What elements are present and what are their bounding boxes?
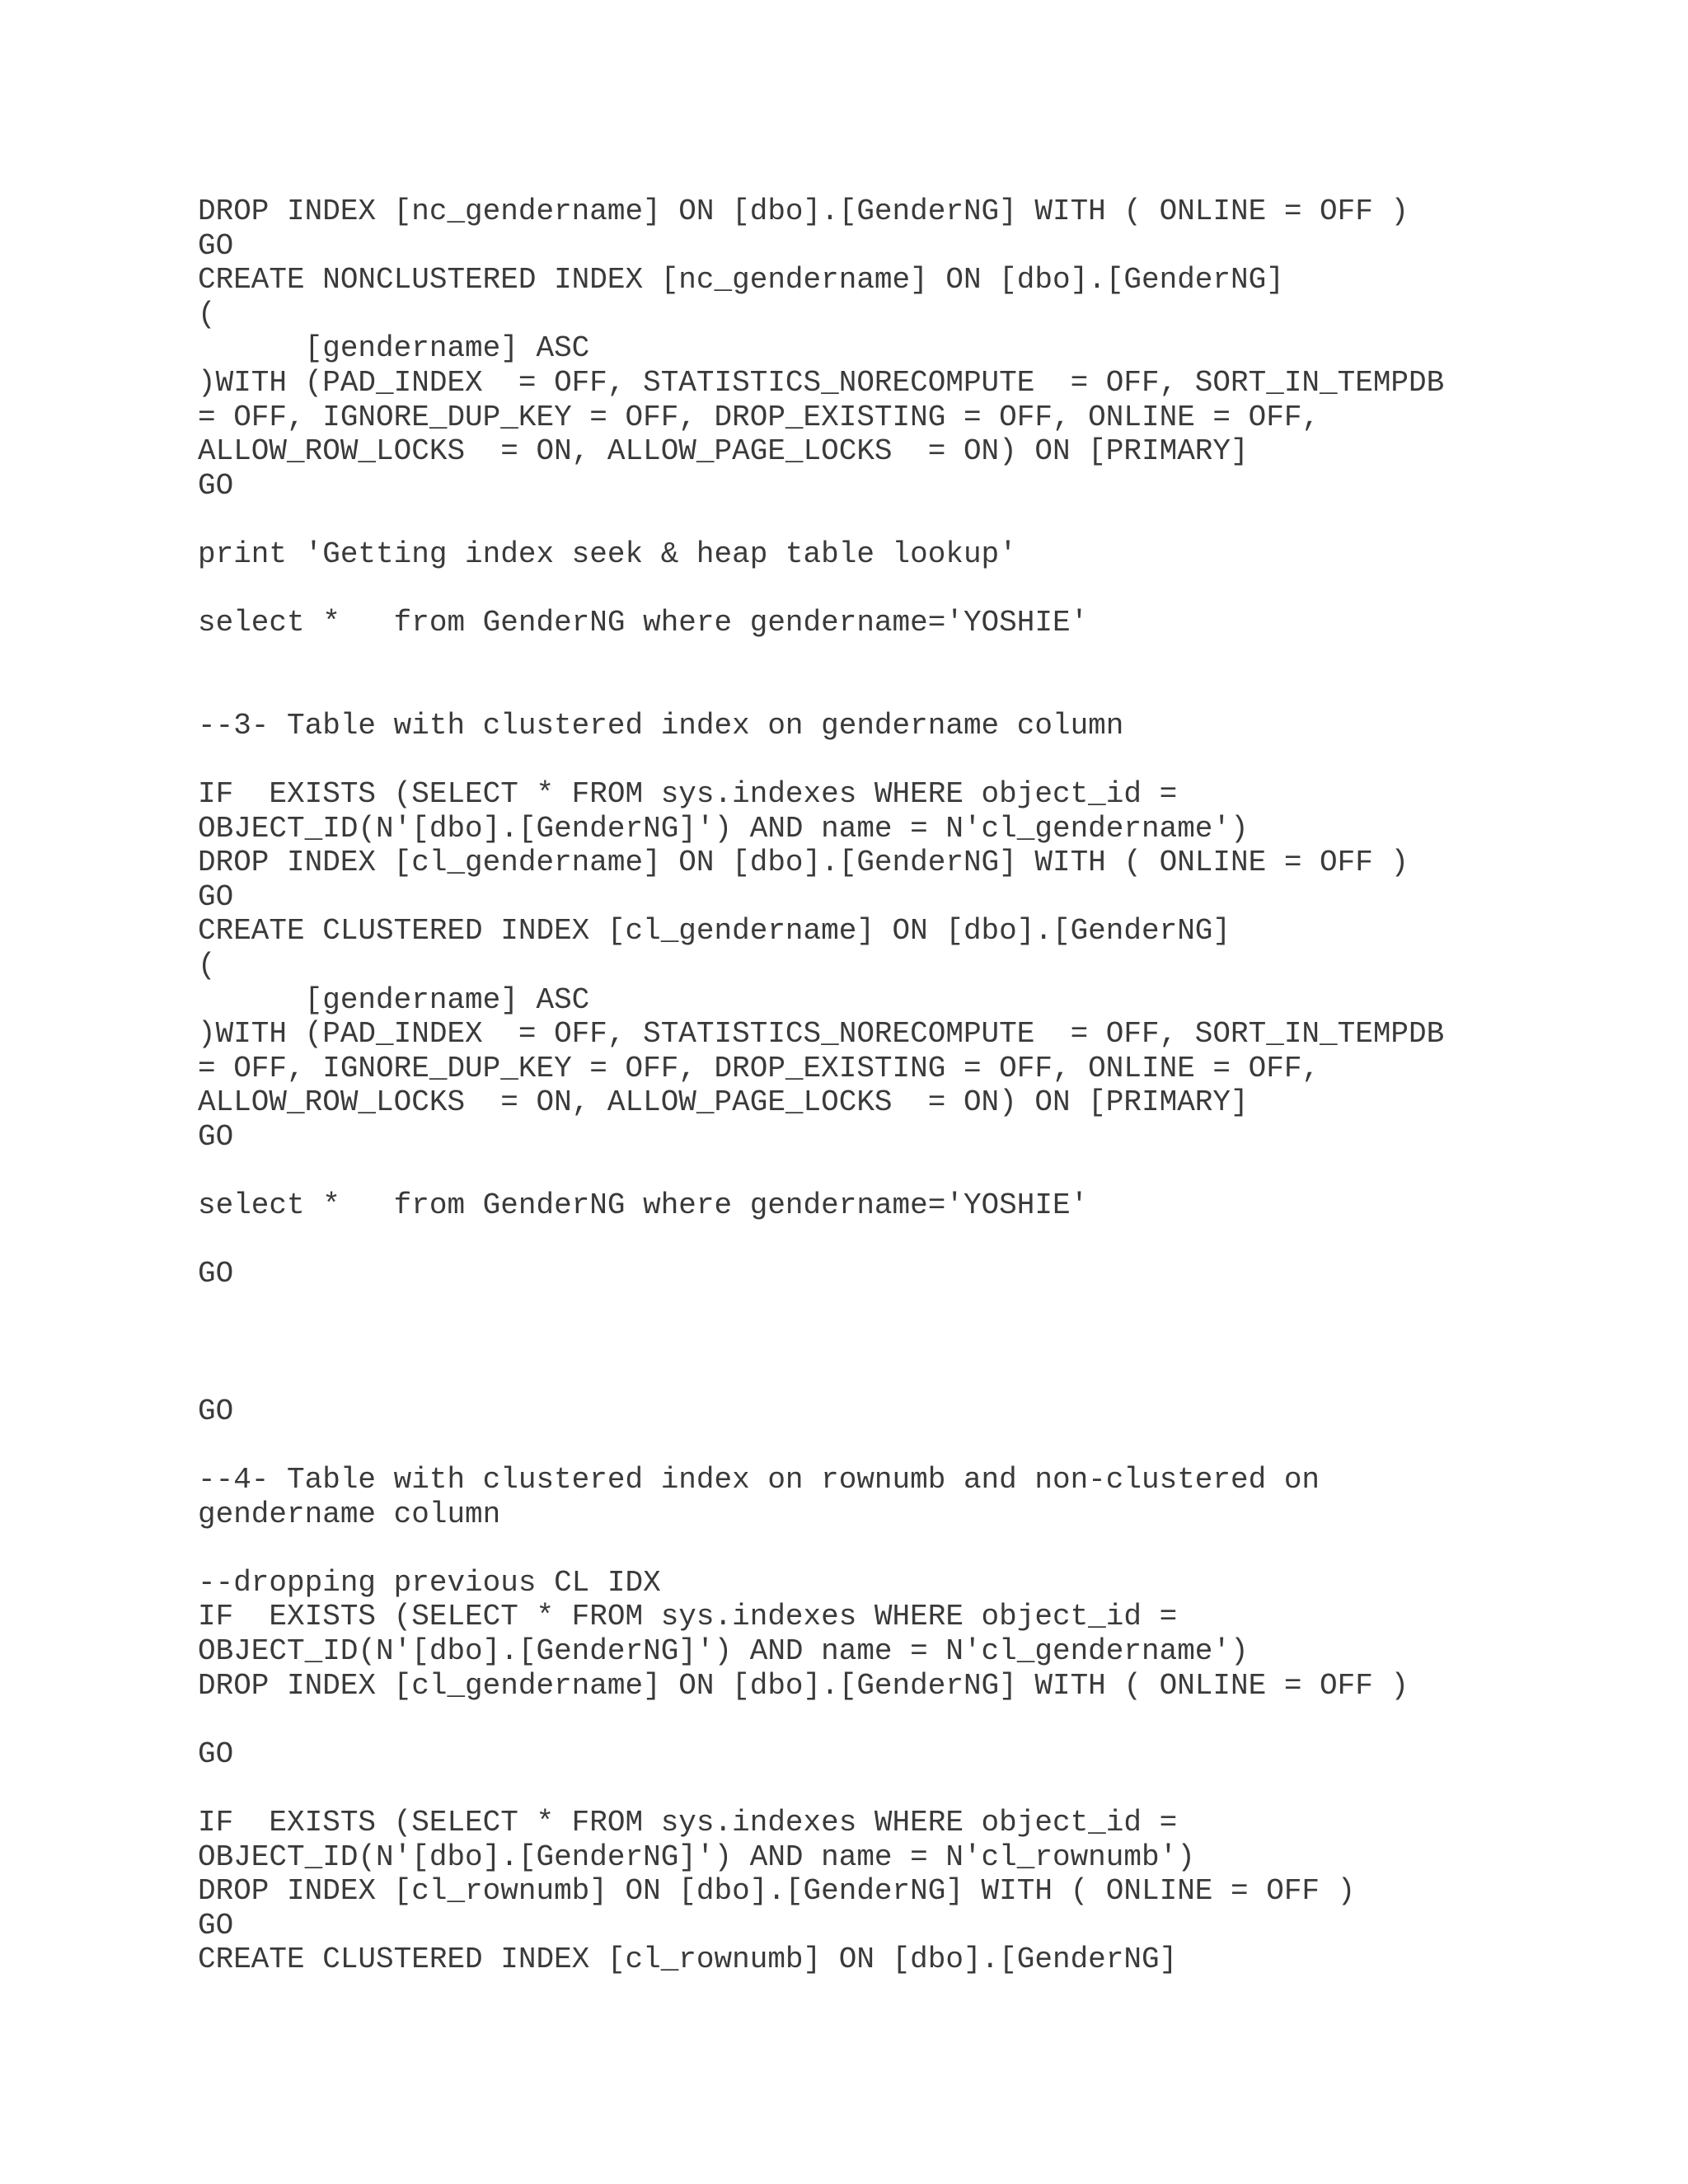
code-line: GO bbox=[198, 468, 234, 503]
code-line: )WITH (PAD_INDEX = OFF, STATISTICS_NORECOMPUTE = OFF, SORT_IN_TEMPDB bbox=[198, 365, 1445, 400]
code-line bbox=[198, 674, 1599, 709]
code-line: GO bbox=[198, 1394, 234, 1428]
code-line: DROP INDEX [cl_gendername] ON [dbo].[GenderNG] WITH ( ONLINE = OFF ) bbox=[198, 1668, 1409, 1703]
code-line: print 'Getting index seek & heap table lookup' bbox=[198, 537, 1017, 571]
code-line: )WITH (PAD_INDEX = OFF, STATISTICS_NORECOMPUTE = OFF, SORT_IN_TEMPDB bbox=[198, 1017, 1445, 1052]
code-line: --3- Table with clustered index on gendername column bbox=[198, 708, 1124, 743]
code-line bbox=[198, 1155, 1599, 1189]
code-line: OBJECT_ID(N'[dbo].[GenderNG]') AND name = N'cl_gendername') bbox=[198, 811, 1249, 846]
code-line: = OFF, IGNORE_DUP_KEY = OFF, DROP_EXISTING = OFF, ONLINE = OFF, bbox=[198, 1051, 1320, 1085]
code-line: OBJECT_ID(N'[dbo].[GenderNG]') AND name = N'cl_gendername') bbox=[198, 1633, 1249, 1668]
code-line: gendername column bbox=[198, 1497, 501, 1531]
code-line: GO bbox=[198, 879, 234, 914]
code-line bbox=[198, 1291, 1599, 1326]
code-line bbox=[198, 572, 1599, 607]
code-line: CREATE CLUSTERED INDEX [cl_rownumb] ON [dbo].[GenderNG] bbox=[198, 1943, 1178, 1977]
code-line: [gendername] ASC bbox=[198, 982, 590, 1017]
code-line bbox=[198, 743, 1599, 778]
code-line: GO bbox=[198, 1120, 234, 1155]
code-line bbox=[198, 1360, 1599, 1394]
code-line: GO bbox=[198, 1257, 234, 1291]
code-line bbox=[198, 640, 1599, 675]
code-line: --dropping previous CL IDX bbox=[198, 1565, 661, 1600]
code-line: ALLOW_ROW_LOCKS = ON, ALLOW_PAGE_LOCKS = ON) ON [PRIMARY] bbox=[198, 434, 1249, 469]
code-line: IF EXISTS (SELECT * FROM sys.indexes WHERE object_id = bbox=[198, 777, 1178, 812]
code-line: ALLOW_ROW_LOCKS = ON, ALLOW_PAGE_LOCKS = ON) ON [PRIMARY] bbox=[198, 1085, 1249, 1120]
code-line: select * from GenderNG where gendername='YOSHIE' bbox=[198, 606, 1089, 640]
code-line: GO bbox=[198, 1736, 234, 1771]
code-line bbox=[198, 1703, 1599, 1737]
code-line: ( bbox=[198, 949, 216, 983]
code-line: select * from GenderNG where gendername='YOSHIE' bbox=[198, 1188, 1089, 1223]
code-line: DROP INDEX [cl_gendername] ON [dbo].[GenderNG] WITH ( ONLINE = OFF ) bbox=[198, 846, 1409, 880]
code-line bbox=[198, 1428, 1599, 1463]
code-line: --4- Table with clustered index on rownumb and non-clustered on bbox=[198, 1462, 1320, 1497]
code-line bbox=[198, 503, 1599, 537]
code-line bbox=[198, 1223, 1599, 1258]
code-line bbox=[198, 1326, 1599, 1361]
code-line: GO bbox=[198, 1908, 234, 1943]
code-line: CREATE CLUSTERED INDEX [cl_gendername] ON [dbo].[GenderNG] bbox=[198, 914, 1231, 949]
code-line: = OFF, IGNORE_DUP_KEY = OFF, DROP_EXISTING = OFF, ONLINE = OFF, bbox=[198, 400, 1320, 434]
code-line: CREATE NONCLUSTERED INDEX [nc_gendername] ON [dbo].[GenderNG] bbox=[198, 263, 1284, 298]
code-line: GO bbox=[198, 228, 234, 263]
code-line: OBJECT_ID(N'[dbo].[GenderNG]') AND name = N'cl_rownumb') bbox=[198, 1840, 1195, 1874]
code-line: DROP INDEX [cl_rownumb] ON [dbo].[GenderNG] WITH ( ONLINE = OFF ) bbox=[198, 1874, 1356, 1909]
sql-code-block bbox=[198, 194, 1599, 1977]
code-line bbox=[198, 1771, 1599, 1806]
code-line: IF EXISTS (SELECT * FROM sys.indexes WHERE object_id = bbox=[198, 1600, 1178, 1634]
code-line bbox=[198, 1531, 1599, 1566]
code-line: [gendername] ASC bbox=[198, 331, 590, 366]
code-line: IF EXISTS (SELECT * FROM sys.indexes WHERE object_id = bbox=[198, 1805, 1178, 1840]
code-line: ( bbox=[198, 297, 216, 331]
code-line: DROP INDEX [nc_gendername] ON [dbo].[GenderNG] WITH ( ONLINE = OFF ) bbox=[198, 194, 1409, 228]
